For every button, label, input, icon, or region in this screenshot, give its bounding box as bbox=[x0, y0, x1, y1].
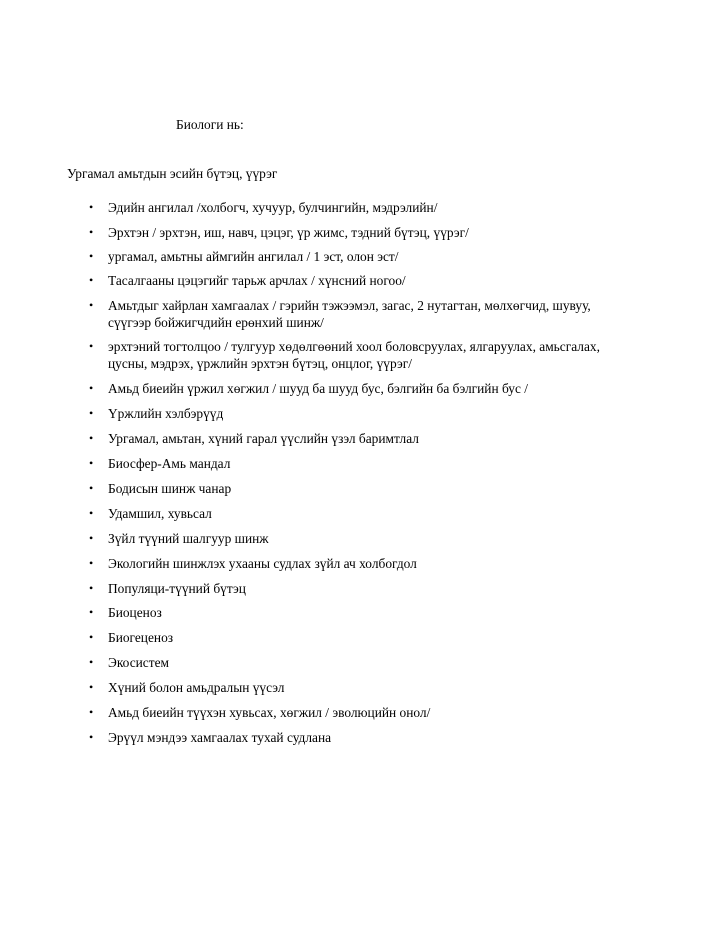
list-item-text: Эрхтэн / эрхтэн, иш, навч, цэцэг, үр жимс, тэдний бүтэц, үүрэг/ bbox=[108, 225, 469, 240]
list-item-text: Биосфер-Амь мандал bbox=[108, 456, 231, 471]
bullet-icon: • bbox=[89, 381, 94, 395]
list-item-text: Удамшил, хувьсал bbox=[108, 506, 212, 521]
bullet-icon: • bbox=[89, 531, 94, 545]
section-heading: Ургамал амьтдын эсийн бүтэц, үүрэг bbox=[67, 166, 278, 181]
list-item-text: Эрүүл мэндээ хамгаалах тухай судлана bbox=[108, 730, 332, 745]
list-item-text: Экологийн шинжлэх ухааны судлах зүйл ач холбогдол bbox=[108, 556, 417, 571]
bullet-icon: • bbox=[89, 581, 94, 595]
list-item-text: Ургамал, амьтан, хүний гарал үүслийн үзэл баримтлал bbox=[108, 431, 419, 446]
bullet-icon: • bbox=[89, 605, 94, 619]
bullet-icon: • bbox=[89, 705, 94, 719]
list-item-text: Бодисын шинж чанар bbox=[108, 481, 232, 496]
bullet-icon: • bbox=[89, 431, 94, 445]
list-item-text: Биоценоз bbox=[108, 605, 162, 620]
list-item-text: Эдийн ангилал /холбогч, хучуур, булчингийн, мэдрэлийн/ bbox=[108, 200, 438, 215]
list-item-text: Биогеценоз bbox=[108, 630, 174, 645]
bullet-icon: • bbox=[89, 730, 94, 744]
list-item-text: Хүний болон амьдралын үүсэл bbox=[108, 680, 285, 695]
list-item-text: Амьтдыг хайрлан хамгаалах / гэрийн тэжээмэл, загас, 2 нутагтан, мөлхөгчид, шувуу, сүүгээр бойжигчдийн ерөнхий шинж/ bbox=[108, 298, 591, 330]
bullet-icon: • bbox=[89, 630, 94, 644]
list-item-text: Тасалгааны цэцэгийг тарьж арчлах / хүнсний ногоо/ bbox=[108, 273, 406, 288]
bullet-icon: • bbox=[89, 406, 94, 420]
bullet-icon: • bbox=[89, 339, 94, 353]
list-item-text: Экосистем bbox=[108, 655, 170, 670]
bullet-icon: • bbox=[89, 556, 94, 570]
list-item-text: Зүйл түүний шалгуур шинж bbox=[108, 531, 269, 546]
bullet-icon: • bbox=[89, 200, 94, 214]
bullet-icon: • bbox=[89, 506, 94, 520]
list-item-text: эрхтэний тогтолцоо / тулгуур хөдөлгөөний хоол боловсруулах, ялгаруулах, амьсгалах, цусны, мэдрэх, үржлийн эрхтэн бүтэц, онцлог, үүрэг/ bbox=[108, 339, 600, 371]
bullet-icon: • bbox=[89, 680, 94, 694]
bullet-icon: • bbox=[89, 655, 94, 669]
list-item-text: Амьд биеийн түүхэн хувьсах, хөгжил / эволюцийн онол/ bbox=[108, 705, 431, 720]
bullet-icon: • bbox=[89, 456, 94, 470]
list-item-text: ургамал, амьтны аймгийн ангилал / 1 эст, олон эст/ bbox=[108, 249, 399, 264]
list-item-text: Популяци-түүний бүтэц bbox=[108, 581, 246, 596]
bullet-icon: • bbox=[89, 225, 94, 239]
bullet-icon: • bbox=[89, 273, 94, 287]
list-item-text: Амьд биеийн үржил хөгжил / шууд ба шууд бус, бэлгийн ба бэлгийн бус / bbox=[108, 381, 528, 396]
bullet-icon: • bbox=[89, 298, 94, 312]
list-item-text: Үржлийн хэлбэрүүд bbox=[108, 406, 224, 421]
document-title: Биологи нь: bbox=[176, 117, 244, 132]
bullet-icon: • bbox=[89, 481, 94, 495]
bullet-icon: • bbox=[89, 249, 94, 263]
